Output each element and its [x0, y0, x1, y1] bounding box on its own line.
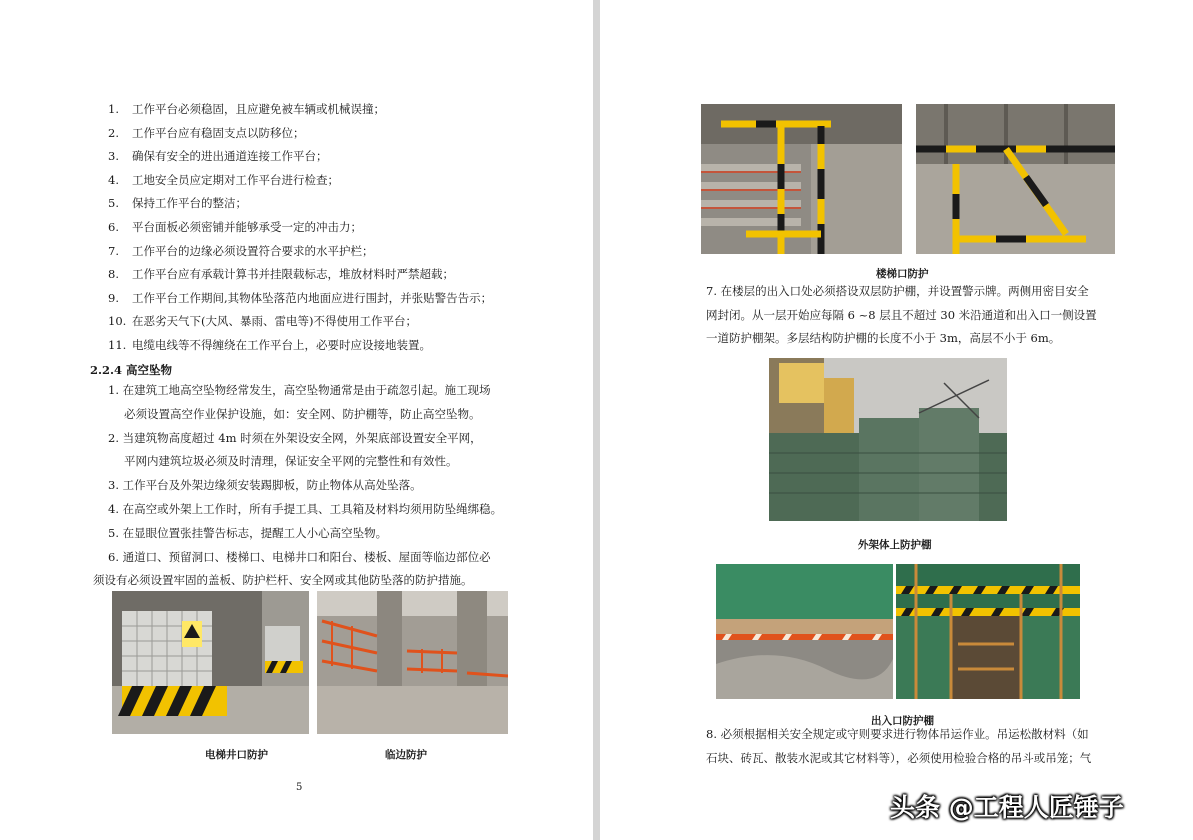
text-line: 6. 通道口、预留洞口、楼梯口、电梯井口和阳台、楼板、屋面等临边部位必	[108, 549, 491, 564]
list-item-text: 工作平台应有承载计算书并挂限载标志，堆放材料时严禁超载；	[132, 267, 454, 282]
photo-edge-protection	[317, 591, 508, 734]
list-item	[108, 243, 374, 259]
list-item-number: 4.	[108, 172, 119, 187]
section-heading: 2.2.4 高空坠物	[90, 363, 173, 377]
list-item	[108, 172, 339, 188]
page-gutter	[593, 0, 600, 840]
left-page	[0, 0, 593, 840]
list-item-text: 在恶劣天气下(大风、暴雨、雷电等)不得使用工作平台；	[132, 314, 417, 329]
list-item-text: 工作平台应有稳固支点以防移位；	[132, 125, 305, 140]
list-item	[108, 148, 328, 164]
list-item	[108, 219, 362, 235]
text-line: 石块、砖瓦、散装水泥或其它材料等），必须使用检验合格的吊斗或吊笼；气	[706, 751, 1092, 765]
caption-elevator-guard: 电梯井口防护	[205, 749, 268, 761]
list-item-text: 工作平台工作期间,其物体坠落范内地面应进行围封，并张贴警告告示；	[132, 290, 493, 305]
text-line: 7. 在楼层的出入口处必须搭设双层防护棚，并设置警示牌。两侧用密目安全	[706, 284, 1089, 298]
right-page	[600, 0, 1193, 840]
list-item	[108, 266, 454, 282]
list-item	[108, 125, 305, 141]
caption-edge-protection: 临边防护	[385, 749, 427, 761]
text-line: 8. 必须根据相关安全规定或守则要求进行物体吊运作业。吊运松散材料（如	[706, 727, 1089, 741]
text-line: 一道防护棚架。多层结构防护棚的长度不小于 3m，高层不小于 6m。	[706, 331, 1061, 345]
list-item-text: 工地安全员应定期对工作平台进行检查；	[132, 172, 339, 187]
list-item-number: 8.	[108, 267, 119, 282]
list-item	[108, 195, 247, 211]
caption-stair-guard: 楼梯口防护	[876, 268, 929, 280]
list-item-number: 9.	[108, 290, 119, 305]
list-item-number: 1.	[108, 102, 119, 116]
photo-entrance-shelter-2	[896, 564, 1080, 699]
text-line: 须设有必须设置牢固的盖板、防护栏杆、安全网或其他防坠落的防护措施。	[93, 573, 473, 588]
list-item	[108, 290, 492, 306]
list-item-number: 11.	[108, 338, 127, 352]
list-item-text: 平台面板必须密铺并能够承受一定的冲击力；	[132, 220, 362, 234]
text-line: 5. 在显眼位置张挂警告标志，提醒工人小心高空坠物。	[108, 525, 388, 540]
list-item-text: 确保有安全的进出通道连接工作平台；	[132, 149, 328, 164]
list-item-number: 10.	[108, 314, 127, 329]
list-item	[108, 313, 417, 329]
list-item-number: 2.	[108, 125, 119, 140]
list-item-text: 工作平台的边缘必须设置符合要求的水平护栏；	[132, 243, 374, 258]
caption-entrance-shelter: 出入口防护棚	[871, 715, 934, 727]
list-item-number: 7.	[108, 243, 119, 258]
list-item-text: 工作平台必须稳固，且应避免被车辆或机械误撞；	[132, 102, 385, 116]
list-item	[108, 337, 431, 353]
list-item-number: 6.	[108, 220, 119, 234]
toutiao-watermark: 头条 @工程人匠锤子	[890, 793, 1124, 822]
list-item-text: 电缆电线等不得缠绕在工作平台上，必要时应设接地装置。	[132, 338, 431, 352]
caption-scaffold-shelter: 外架体上防护棚	[858, 539, 932, 551]
photo-stair-guard-2	[916, 104, 1115, 254]
text-line: 3. 工作平台及外架边缘须安装踢脚板，防止物体从高处坠落。	[108, 478, 422, 493]
text-line: 4. 在高空或外架上工作时，所有手提工具、工具箱及材料均须用防坠绳绑稳。	[108, 502, 503, 516]
list-item	[108, 101, 385, 117]
text-line: 网封闭。从一层开始应每隔 6 ~8 层且不超过 30 米沿通道和出入口一侧设置	[706, 307, 1097, 322]
list-item-text: 保持工作平台的整洁；	[132, 196, 247, 211]
photo-scaffold-shelter	[769, 358, 1007, 521]
text-line: 必须设置高空作业保护设施，如：安全网、防护棚等，防止高空坠物。	[124, 406, 481, 421]
text-line: 平网内建筑垃圾必须及时清理，保证安全平网的完整性和有效性。	[124, 454, 458, 469]
text-line: 2. 当建筑物高度超过 4m 时须在外架设安全网，外架底部设置安全平网，	[108, 430, 482, 445]
photo-elevator-shaft-guard	[112, 591, 309, 734]
list-item-number: 5.	[108, 196, 119, 211]
page-number: 5	[296, 782, 303, 793]
photo-stair-guard-1	[701, 104, 902, 254]
photo-entrance-shelter-1	[716, 564, 893, 699]
text-line: 1. 在建筑工地高空坠物经常发生，高空坠物通常是由于疏忽引起。施工现场	[108, 383, 491, 397]
list-item-number: 3.	[108, 149, 119, 164]
